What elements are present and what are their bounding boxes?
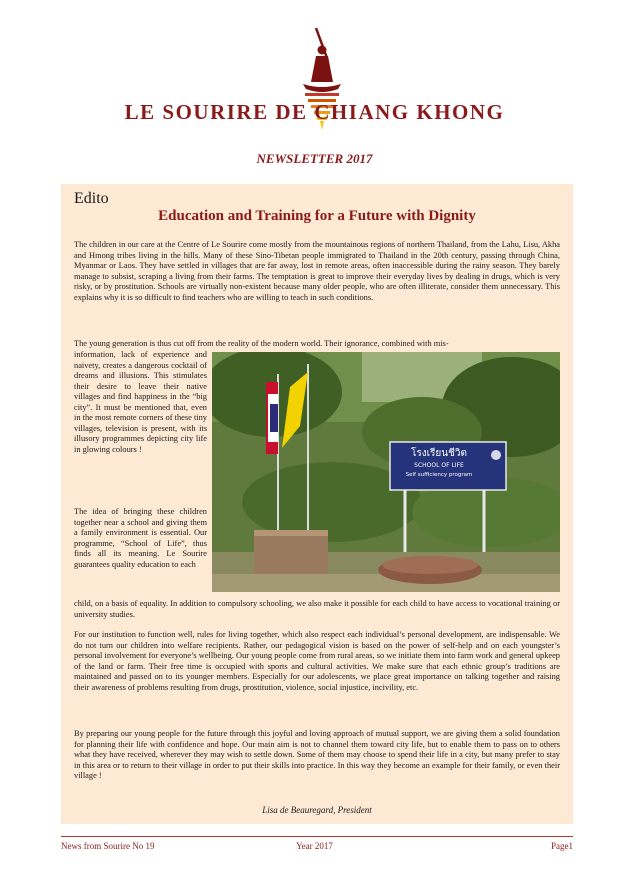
school-of-life-photo	[212, 352, 560, 592]
paragraph-3-tail: child, on a basis of equality. In addition to compulsory schooling, we also make it possible for each child to have access to vocational training or university studies.	[74, 599, 560, 619]
paragraph-3-column: The idea of bringing these children together near a school and giving them a family environment is essential. Our programme, “School of Life”, thus finds all its meaning. Le Sourire guarantees quality education to each	[74, 507, 207, 569]
paragraph-5: By preparing our young people for the future through this joyful and loving approach of mutual support, we are giving them a solid foundation for planning their life with confidence and hope. Our main aim is not to channel them toward city life, but to enable them to pass on to others what they have received, wherever they may wish to settle down. Some of them may choose to spend their life in a city, but many prefer to stay in this area or to return to their village in order to put their skills into practice. In this way they become an example for their family, or even their village !	[74, 729, 560, 780]
footer-issue: News from Sourire No 19	[61, 841, 155, 851]
paragraph-1: The children in our care at the Centre of Le Sourire come mostly from the mountainous regions of northern Thailand, from the Lahu, Lisu, Akha and Hmong tribes living in the hills. Many of these Sino-Tibetan people immigrated to Thailand in the 20th century, passing through China, Myanmar or Laos. They have settled in villages that are far away, lost in remote areas, often inaccessible during the rainy season. They barely manage to subsist, scraping a living from their farms. The temptation is great to improve their everyday lives by dealing in drugs, which is very risky, or by prostitution. Schools are virtually non-existent because many older people, who are often illiterate, consider them unnecessary. This explains why it is so difficult to find teachers who are willing to teach in such conditions.	[74, 240, 560, 302]
thai-flag-icon	[266, 382, 278, 454]
paragraph-4: For our institution to function well, rules for living together, which also respect each individual’s personal development, are indispensable. We do not turn our children into welfare recipients. Rather, our pedagogical vision is based on the power of self-help and on each youngster’s personal involvement for everyone’s wellbeing. Our young people come from rural areas, so we initiate them into farm work and general upkeep of the land or farm. Their free time is occupied with sports and cultural activities. We make sure that each ethnic group’s traditions are maintained and passed on to its younger members. Especially for our adolescents, we place great importance on talking together and raising their awareness of problems resulting from drugs, prostitution, violence, social injustice, incivility, etc.	[74, 630, 560, 692]
sign-subtitle: SCHOOL OF LIFE	[414, 462, 464, 469]
sign-title: โรงเรียนชีวิต	[410, 448, 468, 459]
footer-page-number: Page1	[551, 841, 573, 851]
footer-divider	[61, 836, 573, 837]
article-headline: Education and Training for a Future with Dignity	[158, 208, 476, 224]
sign-line: Self sufficiency program	[405, 472, 473, 478]
edito-label: Edito	[74, 190, 109, 207]
paragraph-2-column: information, lack of experience and naivety, creates a dangerous cocktail of dreams and illusions. This stimulates their desire to leave their native villages and find happiness in the “big city”. It must be mentioned that, even in the most remote corners of these tiny villages, television is present, with its illusory programmes depicting city life in glowing colours !	[74, 350, 207, 454]
brand-title: LE SOURIRE DE CHIANG KHONG	[124, 100, 505, 124]
signature: Lisa de Beauregard, President	[262, 805, 372, 815]
newsletter-title: NEWSLETTER 2017	[256, 151, 373, 166]
paragraph-2-lead: The young generation is thus cut off from the reality of the modern world. Their ignorance, combined with mis-	[74, 339, 449, 348]
footer-year: Year 2017	[296, 841, 333, 851]
